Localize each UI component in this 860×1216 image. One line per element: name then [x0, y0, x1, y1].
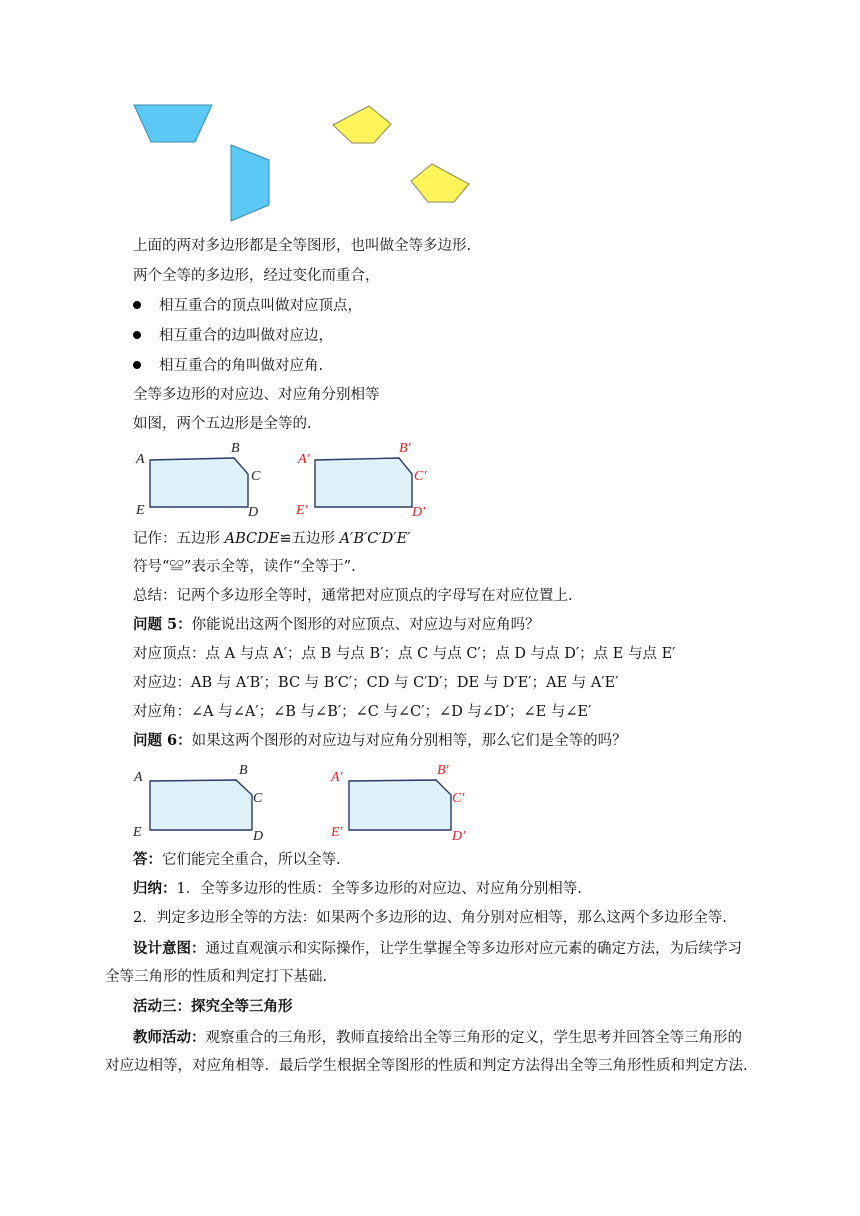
notation-left: ABCDE	[224, 531, 280, 547]
bullet-text: 相互重合的顶点叫做对应顶点，	[159, 298, 362, 314]
label-C-prime: C′	[414, 469, 427, 484]
label-E-prime: E′	[296, 503, 308, 518]
label-C-prime: C′	[452, 791, 465, 806]
answer-label: 答：	[133, 851, 162, 868]
activity-3-title: 活动三：探究全等三角形	[133, 998, 293, 1015]
blue-trapezoid	[134, 105, 212, 142]
pentagon-abcde	[150, 458, 248, 507]
teacher-activity-text: 观察重合的三角形，教师直接给出全等三角形的定义，学生思考并回答全等三角形的对应边相等，对应角相等．最后学生根据全等图形的性质和判定方法得出全等三角形性质和判定方法.	[105, 1030, 748, 1074]
summary-line: 总结：记两个多边形全等时，通常把对应顶点的字母写在对应位置上.	[133, 588, 573, 604]
design-intent-label: 设计意图：	[133, 940, 206, 957]
pentagon-abcde-prime	[315, 458, 412, 507]
teacher-activity-label: 教师活动：	[133, 1029, 206, 1046]
question-5	[133, 615, 540, 635]
label-D: D	[248, 505, 259, 520]
yellow-pentagon-rotated	[411, 164, 469, 202]
answer-line	[133, 850, 341, 870]
question-5-label: 问题 5：	[133, 616, 192, 633]
induction-label: 归纳：	[133, 880, 177, 897]
pentagon-figure-2	[0, 758, 860, 848]
label-D-prime: D′	[412, 505, 426, 520]
bullet-icon	[133, 331, 141, 339]
blue-trapezoid-rotated	[231, 145, 269, 221]
question-6-text: 如果这两个图形的对应边与对应角分别相等，那么它们是全等的吗？	[191, 733, 627, 749]
symbol-line: 符号“≌”表示全等，读作“全等于”.	[133, 559, 356, 575]
label-C: C	[251, 469, 261, 484]
label-D-prime: D′	[452, 829, 466, 844]
bullet-item-side	[133, 326, 333, 346]
induction-text-1: 1．全等多边形的性质：全等多边形的对应边、对应角分别相等.	[176, 881, 582, 897]
label-E-prime: E′	[331, 825, 343, 840]
bullet-text: 相互重合的边叫做对应边，	[159, 328, 333, 344]
bullet-icon	[133, 361, 141, 369]
pentagon-abcde	[150, 780, 252, 830]
label-B: B	[231, 441, 240, 456]
label-C: C	[253, 791, 263, 806]
overlap-line: 两个全等的多边形，经过变化而重合，	[133, 268, 380, 284]
notation-right: A′B′C′D′E′	[339, 531, 411, 547]
induction-line-2: 2．判定多边形全等的方法：如果两个多边形的边、角分别对应相等，那么这两个多边形全等.	[133, 910, 727, 926]
question-6-label: 问题 6：	[133, 732, 192, 749]
question-6	[133, 731, 627, 751]
vertices-line: 对应顶点：点 A 与点 A′；点 B 与点 B′；点 C 与点 C′；点 D 与点 D′；点 E 与点 E′	[133, 646, 676, 662]
notation-mid: ≌五边形	[279, 531, 340, 547]
answer-text: 它们能完全重合，所以全等.	[162, 852, 341, 868]
question-5-text: 你能说出这两个图形的对应顶点、对应边与对应角吗？	[191, 617, 540, 633]
label-E: E	[133, 825, 142, 840]
notation-prefix: 记作：五边形	[133, 531, 225, 547]
teacher-activity-paragraph	[105, 1024, 755, 1080]
pentagon-figure-1	[0, 435, 860, 520]
property-line: 全等多边形的对应边、对应角分别相等	[133, 387, 380, 403]
label-D: D	[253, 829, 264, 844]
pentagon-abcde-prime	[349, 780, 451, 830]
label-B: B	[239, 763, 248, 778]
bullet-item-angle	[133, 356, 323, 376]
top-shapes-figure	[0, 0, 860, 230]
sides-line: 对应边：AB 与 A′B′；BC 与 B′C′；CD 与 C′D′；DE 与 D′E′；AE 与 A′E′	[133, 675, 619, 691]
intro-line: 上面的两对多边形都是全等图形，也叫做全等多边形.	[133, 238, 472, 254]
induction-line	[133, 879, 582, 899]
notation-line	[133, 529, 410, 549]
bullet-item-vertex	[133, 296, 362, 316]
label-E: E	[136, 503, 145, 518]
bullet-text: 相互重合的角叫做对应角.	[159, 358, 324, 374]
label-A: A	[136, 452, 145, 467]
label-B-prime: B′	[399, 441, 411, 456]
label-B-prime: B′	[437, 763, 449, 778]
label-A-prime: A′	[298, 452, 310, 467]
figure-intro-line: 如图，两个五边形是全等的.	[133, 416, 312, 432]
design-intent-text: 通过直观演示和实际操作，让学生掌握全等多边形对应元素的确定方法，为后续学习全等三角形的性质和判定打下基础.	[105, 941, 742, 985]
angles-line: 对应角：∠A 与∠A′；∠B 与∠B′；∠C 与∠C′；∠D 与∠D′；∠E 与∠E′	[133, 704, 592, 720]
bullet-icon	[133, 301, 141, 309]
yellow-pentagon	[333, 106, 391, 143]
label-A-prime: A′	[331, 770, 343, 785]
label-A: A	[134, 770, 143, 785]
design-intent-paragraph	[105, 935, 755, 991]
